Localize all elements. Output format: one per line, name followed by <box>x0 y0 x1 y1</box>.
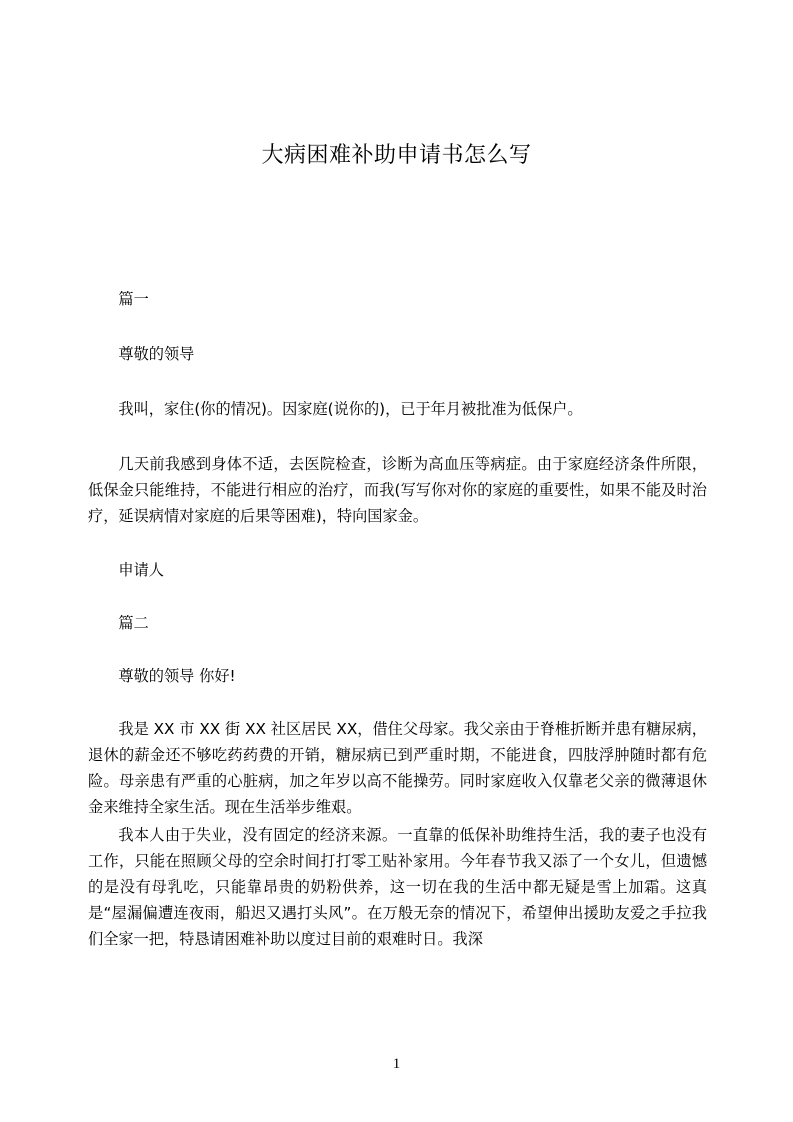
paragraph-illness-description: 几天前我感到身体不适，去医院检查，诊断为高血压等病症。由于家庭经济条件所限，低保金只能维持，不能进行相应的治疗，而我(写写你对你的家庭的重要性，如果不能及时治疗，延误病情对家庭的后果等困难)，特向国家金。 <box>88 455 707 525</box>
paragraph-personal-situation: 我本人由于失业，没有固定的经济来源。一直靠的低保补助维持生活，我的妻子也没有工作，只能在照顾父母的空余时间打打零工贴补家用。今年春节我又添了一个女儿，但遗憾的是没有母乳吃，只能靠昂贵的奶粉供养，这一切在我的生活中都无疑是雪上加霜。这真是“屋漏偏遭连夜雨，船迟又遇打头风”。在万般无奈的情况下，希望伸出援助友爱之手拉我们全家一把，特恳请困难补助以度过目前的艰难时日。我深 <box>88 826 707 948</box>
paragraph-section-two-heading: 篇二 <box>118 614 149 632</box>
document-title: 大病困难补助申请书怎么写 <box>261 143 532 168</box>
paragraph-applicant: 申请人 <box>118 561 164 579</box>
page-number: 1 <box>392 1056 401 1072</box>
paragraph-family-situation: 我是 XX 市 XX 街 XX 社区居民 XX，借住父母家。我父亲由于脊椎折断并患有糖尿病，退休的薪金还不够吃药药费的开销，糖尿病已到严重时期，不能进食，四肢浮肿随时都有危险。母亲患有严重的心脏病，加之年岁以高不能操劳。同时家庭收入仅靠老父亲的微薄退休金来维持全家生活。现在生活举步维艰。 <box>88 720 707 816</box>
paragraph-salutation: 尊敬的领导 <box>118 345 195 363</box>
paragraph-greeting: 尊敬的领导 你好! <box>118 667 236 685</box>
paragraph-introduction: 我叫，家住(你的情况)。因家庭(说你的)，已于年月被批准为低保户。 <box>118 400 583 418</box>
paragraph-section-one-heading: 篇一 <box>118 290 149 308</box>
